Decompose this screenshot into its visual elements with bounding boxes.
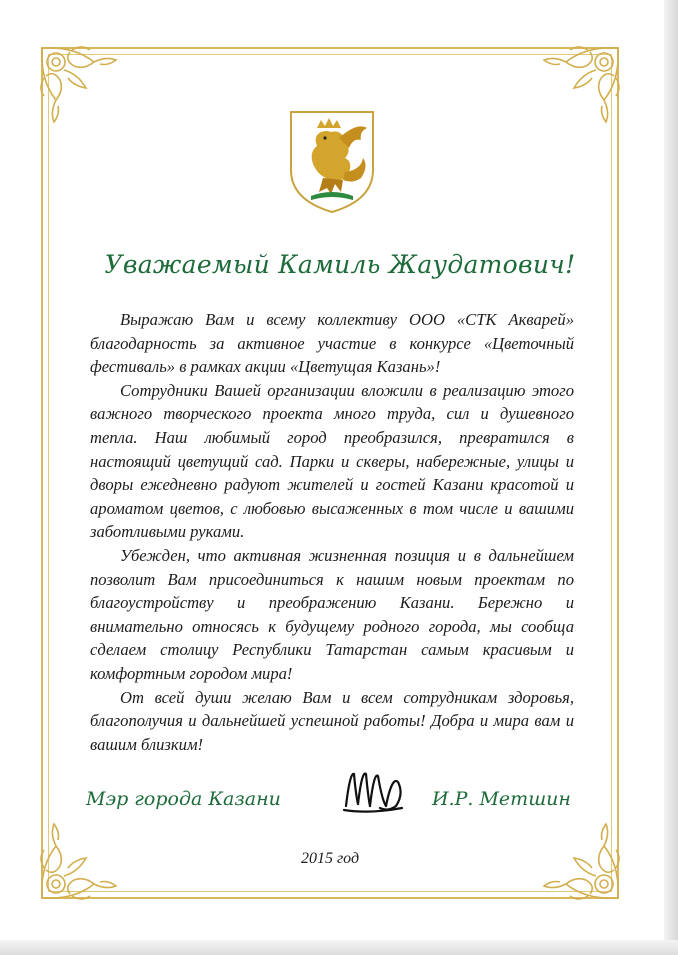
paragraph: Сотрудники Вашей организации вложили в реализацию этого важного творческого проекта много труда, сил и душевного тепла. Наш любимый город преобразился, превратился в настоящий цветущий сад. Парки и скверы, набережные, улицы и дворы ежедневно радуют жителей и гостей Казани красотой и ароматом цветов, с любовью высаженных в том числе и вашими заботливыми руками. [90, 380, 574, 542]
ornamental-corner-icon [530, 40, 626, 136]
greeting: Уважаемый Камиль Жаудатович! [104, 250, 576, 279]
signer-name: И.Р. Метшин [432, 788, 571, 810]
letter-date: 2015 год [300, 850, 360, 867]
paragraph: Убежден, что активная жизненная позиция и в дальнейшем позволит Вам присоединиться к нашим новым проектам по благоустройству и преображению Казани. Бережно и внимательно относясь к будущему родного города, мы сообща сделаем столицу Республики Татарстан самым красивым и комфортным городом мира! [90, 545, 574, 683]
handwritten-signature [340, 766, 410, 816]
signer-title: Мэр города Казани [86, 788, 281, 810]
letter-body [90, 308, 574, 756]
kazan-coat-of-arms-icon [287, 108, 377, 216]
scan-edge-bottom [0, 940, 678, 955]
scan-edge [664, 0, 678, 955]
paragraph: От всей души желаю Вам и всем сотрудникам здоровья, благополучия и дальнейшей успешной работы! Добра и мира вам и вашим близким! [90, 687, 574, 754]
ornamental-corner-icon [34, 40, 130, 136]
ornamental-corner-icon [530, 810, 626, 906]
ornamental-corner-icon [34, 810, 130, 906]
paragraph: Выражаю Вам и всему коллективу ООО «СТК Акварей» благодарность за активное участие в конкурсе «Цветочный фестиваль» в рамках акции «Цветущая Казань»! [90, 310, 574, 377]
